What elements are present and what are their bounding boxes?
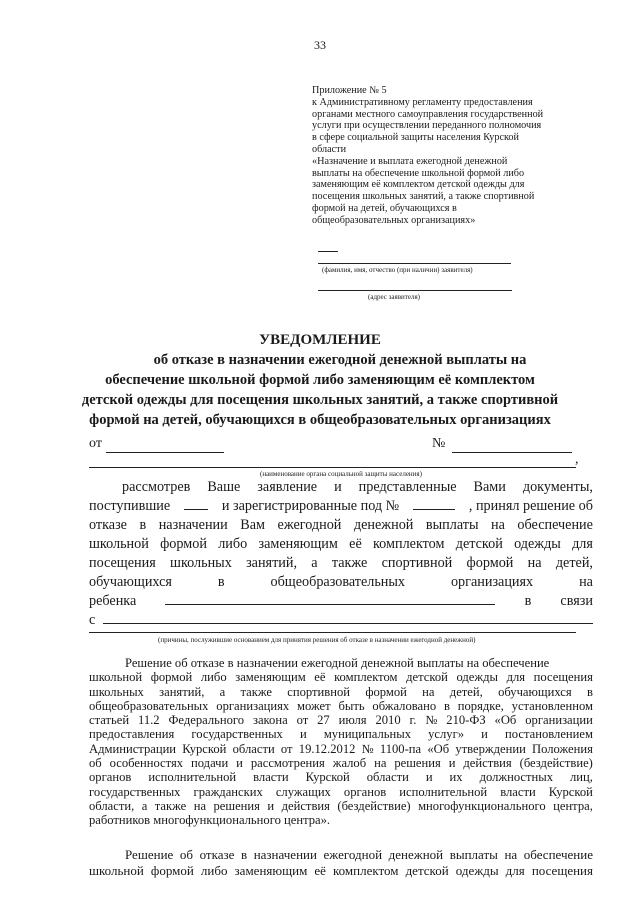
paragraph-line: с [89, 611, 593, 630]
organ-comma: , [575, 452, 579, 467]
paragraph-line: школьной формой либо заменяющим её комплектом детской одежды для посещения [89, 670, 593, 685]
appendix-line: органами местного самоуправления государственной [312, 108, 544, 120]
paragraph-line: школьных занятий, а также спортивной формой на детей, обучающихся в [89, 684, 593, 699]
title-line: формой на детей, обучающихся в общеобразовательных организациях [89, 412, 551, 428]
applicant-name-caption: (фамилия, имя, отчество (при наличии) заявителя) [322, 266, 473, 274]
appendix-line: услуги при осуществлении переданного полномочия [312, 120, 542, 132]
appendix-line: к Административному регламенту предоставления [312, 96, 533, 108]
document-heading: УВЕДОМЛЕНИЕ [259, 332, 381, 348]
applicant-address-caption: (адрес заявителя) [368, 293, 420, 301]
appeal-paragraph [89, 656, 593, 828]
number-field-line[interactable] [452, 452, 572, 453]
reason-continuation-line[interactable] [89, 632, 576, 633]
paragraph-line: области, а также на решения и действия (бездействие) многофункционального центра, [89, 798, 593, 813]
paragraph-line: статьей 11.2 Федерального закона от 27 июля 2010 г. № 210-ФЗ «Об организации [89, 713, 593, 728]
paragraph-line: ребенка в связи [89, 593, 593, 609]
paragraph-line: Администрации Курской области от 19.12.2012 № 1100-па «Об утверждении Положения [89, 741, 593, 756]
appendix-line: формой на детей, обучающихся в [312, 202, 457, 214]
paragraph-line: рассмотрев Ваше заявление и представленные Вами документы, [122, 479, 593, 495]
applicant-name-line [318, 263, 511, 264]
appendix-line: заменяющим её комплектом детской одежды для [312, 179, 525, 191]
reasons-caption: (причины, послужившие основанием для принятия решения об отказе в назначении ежегодной денежной) [158, 636, 476, 644]
page-number: 33 [314, 38, 326, 52]
applicant-address-line [318, 290, 512, 291]
paragraph-line: общеобразовательных организациях может быть обжаловано в порядке, установленном [89, 698, 593, 713]
appendix-line: области [312, 143, 347, 155]
appendix-line: выплаты на обеспечение школьной формой либо [312, 167, 525, 179]
appendix-line: в сфере социальной защиты населения Курской [312, 132, 519, 144]
registration-number-blank[interactable] [413, 497, 455, 510]
appendix-line: «Назначение и выплата ежегодной денежной [312, 155, 508, 167]
date-field-line[interactable] [106, 452, 224, 453]
paragraph-line: школьной формой либо заменяющим её комплектом детской одежды для посещения [89, 862, 593, 878]
paragraph-line: государственных гражданских служащих органов исполнительной власти Курской [89, 784, 593, 799]
paragraph-line: об особенностях подачи и рассмотрения жалоб на решения и действия (бездействие) [89, 756, 593, 771]
repeat-paragraph [89, 847, 593, 878]
paragraph-line: обучающихся в общеобразовательных организациях на [89, 574, 593, 590]
paragraph-line: предоставления государственных и муниципальных услуг» и постановлением [89, 727, 593, 742]
appendix-header [312, 85, 602, 227]
organ-name-line[interactable] [89, 467, 576, 468]
docs-count-blank[interactable] [184, 497, 208, 510]
paragraph-line: органов исполнительной власти Курской области и их должностных лиц, [89, 770, 593, 785]
paragraph-line: школьной формой либо заменяющим её комплектом детской одежды для [89, 536, 593, 552]
paragraph-line: работников многофункционального центра». [89, 813, 331, 828]
appendix-line: посещения школьных занятий, а также спортивной [312, 191, 535, 203]
reason-blank[interactable] [103, 611, 593, 624]
appendix-line: общеобразовательных организациях» [312, 214, 476, 226]
paragraph-line: посещения школьных занятий, а также спортивной формой на детей, [89, 555, 593, 571]
paragraph-line: поступившие и зарегистрированные под № , принял решение об [89, 498, 593, 514]
decision-paragraph [89, 478, 593, 630]
child-name-blank[interactable] [165, 592, 495, 605]
organ-caption: (наименование органа социальной защиты населения) [260, 470, 422, 478]
from-label: от [89, 436, 102, 451]
document-title [0, 350, 640, 430]
number-label: № [432, 436, 446, 451]
title-line: обеспечение школьной формой либо заменяющим её комплектом [105, 372, 535, 388]
paragraph-line: Решение об отказе в назначении ежегодной денежной выплаты на обеспечение [125, 847, 593, 862]
paragraph-line: отказе в назначении Вам ежегодной денежной выплаты на обеспечение [89, 517, 593, 533]
appendix-line: Приложение № 5 [312, 85, 387, 96]
short-blank-line [318, 251, 338, 252]
title-line: об отказе в назначении ежегодной денежной выплаты на [153, 352, 527, 368]
paragraph-line: Решение об отказе в назначении ежегодной денежной выплаты на обеспечение [125, 656, 550, 670]
title-line: детской одежды для посещения школьных занятий, а также спортивной [81, 392, 559, 408]
